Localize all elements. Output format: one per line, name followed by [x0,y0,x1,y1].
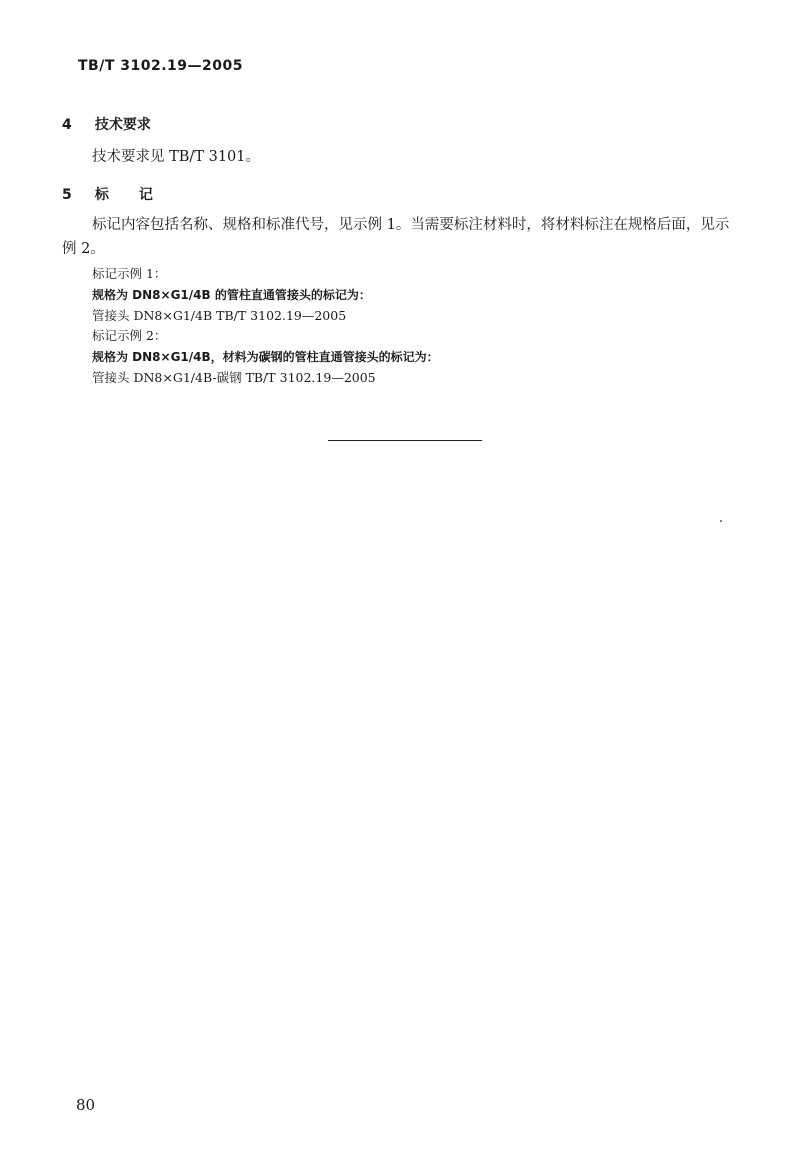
section-5-body-line2: 例 2。 [62,241,105,257]
end-rule [328,440,482,441]
scan-speck [720,520,722,522]
section-5-number: 5 [62,187,72,203]
section-4-title: 技术要求 [94,117,151,133]
example-1-label: 标记示例 1： [92,266,167,281]
example-2-label: 标记示例 2： [92,328,167,343]
example-1-description: 规格为 DN8×G1/4B 的管柱直通管接头的标记为： [92,288,371,302]
page-number: 80 [76,1096,96,1114]
section-5-heading [62,184,183,204]
example-1-marking: 管接头 DN8×G1/4B TB/T 3102.19—2005 [92,308,347,323]
standard-code-header: TB/T 3102.19—2005 [78,58,243,74]
section-5-body-line1: 标记内容包括名称、规格和标准代号，见示例 1。当需要标注材料时，将材料标注在规格后面，见示 [92,217,730,233]
example-2-description: 规格为 DN8×G1/4B，材料为碳钢的管柱直通管接头的标记为： [92,350,439,364]
section-5-title: 标记 [94,187,183,203]
section-4-heading [62,114,151,134]
section-4-body: 技术要求见 TB/T 3101。 [92,149,261,165]
example-2-marking: 管接头 DN8×G1/4B-碳钢 TB/T 3102.19—2005 [92,370,376,385]
section-4-number: 4 [62,117,72,133]
